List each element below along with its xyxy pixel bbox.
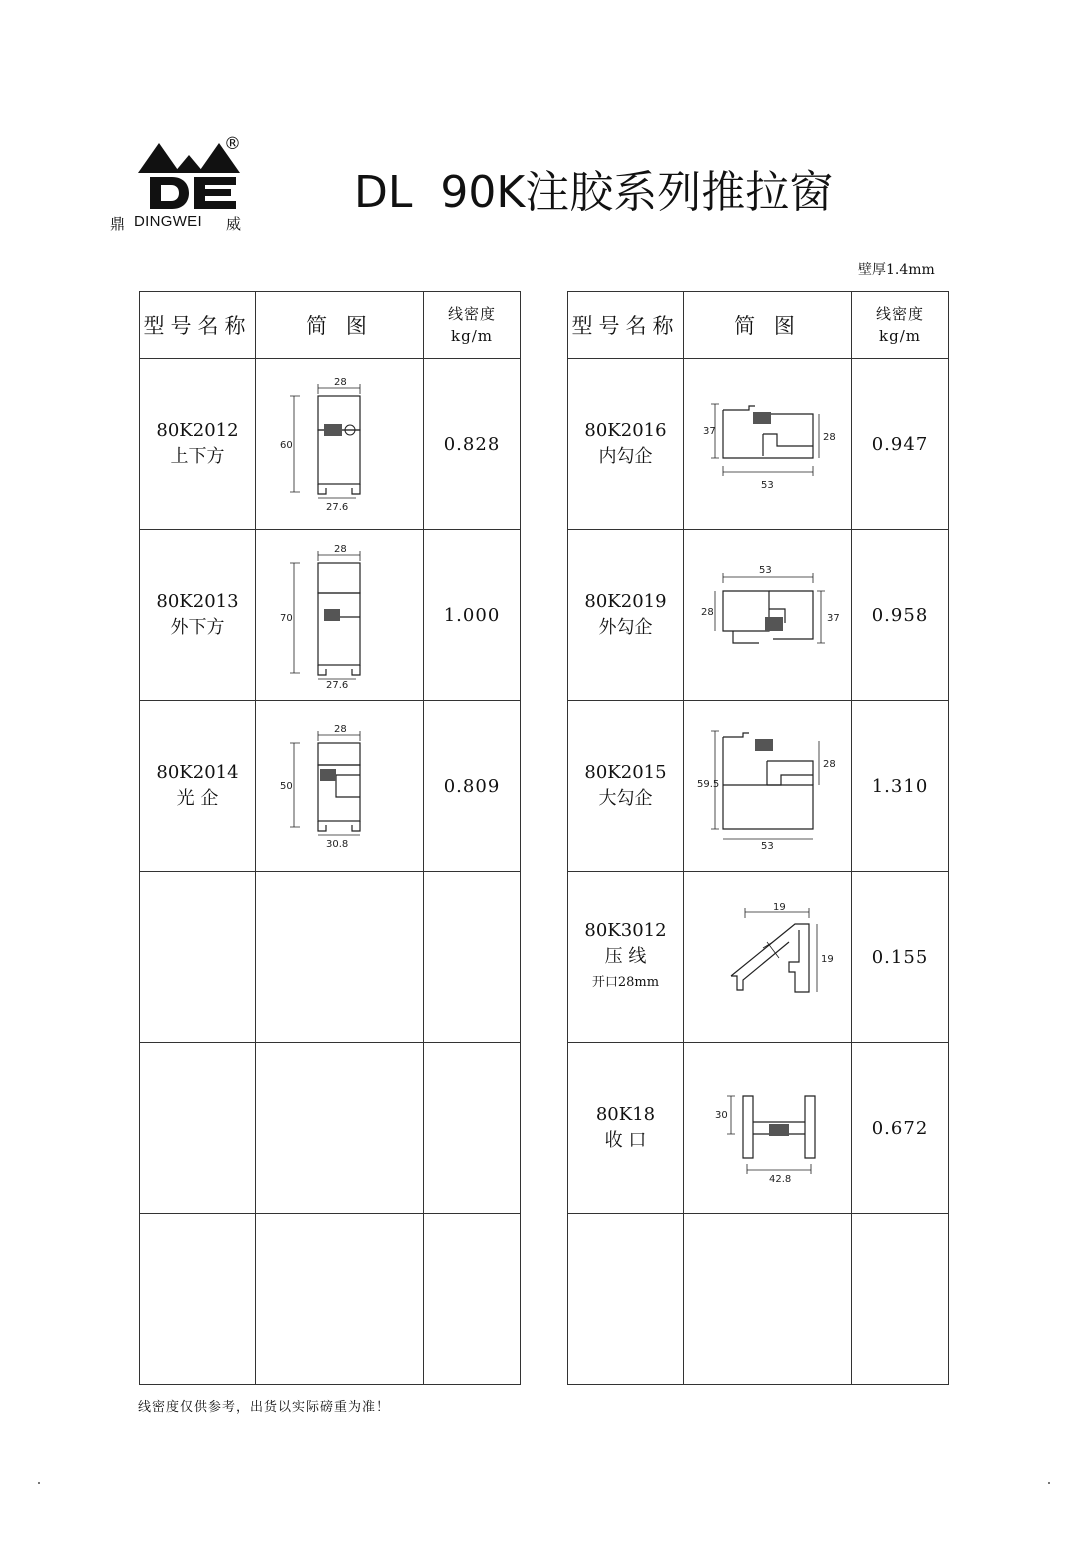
density-value: 0.947 bbox=[852, 359, 949, 530]
model-desc: 压 线 bbox=[604, 946, 647, 967]
sketch-cell bbox=[256, 359, 424, 530]
model-code: 80K2016 bbox=[584, 420, 667, 441]
scan-mark bbox=[38, 1482, 40, 1484]
profile-sketch-80K2013 bbox=[280, 541, 400, 689]
dim-height-left: 59.5 bbox=[696, 779, 719, 790]
density-value: 0.828 bbox=[424, 359, 521, 530]
model-code: 80K3012 bbox=[584, 920, 667, 941]
model-code: 80K2019 bbox=[584, 591, 667, 612]
scan-mark bbox=[1048, 1482, 1050, 1484]
table-row bbox=[568, 1214, 949, 1385]
model-name-cell bbox=[140, 1214, 256, 1385]
density-value: 0.809 bbox=[424, 701, 521, 872]
density-value: 0.672 bbox=[852, 1043, 949, 1214]
header-name: 型号名称 bbox=[140, 292, 256, 359]
registered-mark: ® bbox=[224, 134, 241, 154]
dim-width: 53 bbox=[760, 841, 774, 852]
dim-height: 50 bbox=[279, 781, 293, 792]
sketch-cell bbox=[684, 530, 852, 701]
dim-width-top: 28 bbox=[333, 377, 347, 388]
table-header-row bbox=[140, 292, 521, 359]
footnote: 线密度仅供参考，出货以实际磅重为准！ bbox=[138, 1400, 391, 1415]
sketch-cell bbox=[256, 530, 424, 701]
model-desc: 收 口 bbox=[604, 1130, 647, 1151]
sketch-cell bbox=[256, 1043, 424, 1214]
dim-width-bottom: 27.6 bbox=[325, 502, 348, 513]
dim-height: 70 bbox=[279, 613, 293, 624]
dim-height: 19 bbox=[820, 954, 834, 965]
table-row bbox=[568, 530, 949, 701]
sketch-cell bbox=[684, 1043, 852, 1214]
dim-height-right: 28 bbox=[822, 432, 836, 443]
model-name-cell bbox=[140, 530, 256, 701]
sketch-cell bbox=[684, 359, 852, 530]
dim-height-left: 28 bbox=[700, 607, 714, 618]
page-title: DL 90K注胶系列推拉窗 bbox=[354, 167, 834, 218]
model-desc: 大勾企 bbox=[598, 788, 653, 809]
model-code: 80K2013 bbox=[156, 591, 239, 612]
density-value bbox=[424, 1043, 521, 1214]
model-note: 开口28mm bbox=[591, 975, 660, 990]
table-row bbox=[568, 701, 949, 872]
dim-height-left: 37 bbox=[702, 426, 716, 437]
header-density bbox=[852, 292, 949, 359]
model-name-cell bbox=[568, 1214, 684, 1385]
dim-height: 60 bbox=[279, 440, 293, 451]
dim-width: 53 bbox=[758, 565, 772, 576]
model-desc: 外勾企 bbox=[598, 617, 653, 638]
profile-sketch-80K2015 bbox=[693, 721, 843, 851]
profile-sketch-80K3012 bbox=[693, 902, 843, 1012]
model-name-cell bbox=[568, 359, 684, 530]
dim-width-bottom: 30.8 bbox=[325, 839, 348, 850]
dim-width-bottom: 27.6 bbox=[325, 680, 348, 691]
model-name-cell bbox=[568, 701, 684, 872]
table-row bbox=[140, 530, 521, 701]
table-row bbox=[140, 872, 521, 1043]
header-sketch: 简 图 bbox=[684, 292, 852, 359]
header-sketch: 简 图 bbox=[256, 292, 424, 359]
dim-width-top: 28 bbox=[333, 724, 347, 735]
header-density-label: 线密度 bbox=[447, 305, 496, 323]
model-name-cell bbox=[140, 701, 256, 872]
model-code: 80K2012 bbox=[156, 420, 239, 441]
brand-logo bbox=[108, 133, 258, 238]
sketch-cell bbox=[256, 872, 424, 1043]
dim-height-right: 37 bbox=[826, 613, 840, 624]
table-header-row bbox=[568, 292, 949, 359]
sketch-cell bbox=[256, 701, 424, 872]
density-value bbox=[424, 1214, 521, 1385]
right-profile-table bbox=[567, 291, 949, 1385]
model-desc: 上下方 bbox=[170, 446, 225, 467]
table-row bbox=[568, 359, 949, 530]
dim-width: 53 bbox=[760, 480, 774, 491]
model-code: 80K18 bbox=[595, 1104, 656, 1125]
header-density-label: 线密度 bbox=[875, 305, 924, 323]
model-name-cell bbox=[568, 1043, 684, 1214]
logo-cn-left: 鼎 bbox=[110, 215, 126, 233]
header-density-unit: kg/m bbox=[879, 327, 921, 345]
profile-sketch-80K2014 bbox=[280, 721, 400, 851]
model-desc: 光 企 bbox=[176, 788, 219, 809]
dim-width: 42.8 bbox=[768, 1174, 791, 1185]
profile-sketch-80K2016 bbox=[693, 394, 843, 494]
profile-sketch-80K2012 bbox=[280, 374, 400, 514]
model-name-cell bbox=[140, 1043, 256, 1214]
dim-height: 30 bbox=[714, 1110, 728, 1121]
table-row bbox=[568, 1043, 949, 1214]
table-row bbox=[140, 1214, 521, 1385]
density-value: 1.000 bbox=[424, 530, 521, 701]
table-row bbox=[140, 1043, 521, 1214]
model-name-cell bbox=[140, 872, 256, 1043]
header-density bbox=[424, 292, 521, 359]
profile-sketch-80K2019 bbox=[693, 561, 843, 669]
sketch-cell bbox=[256, 1214, 424, 1385]
table-row bbox=[140, 701, 521, 872]
density-value: 0.155 bbox=[852, 872, 949, 1043]
sketch-cell bbox=[684, 701, 852, 872]
header-density-unit: kg/m bbox=[451, 327, 493, 345]
profile-sketch-80K18 bbox=[693, 1078, 843, 1185]
model-name-cell bbox=[568, 530, 684, 701]
model-name-cell bbox=[568, 872, 684, 1043]
density-value: 0.958 bbox=[852, 530, 949, 701]
left-profile-table bbox=[139, 291, 521, 1385]
table-row bbox=[140, 359, 521, 530]
header-name: 型号名称 bbox=[568, 292, 684, 359]
model-code: 80K2015 bbox=[584, 762, 667, 783]
dim-width: 19 bbox=[772, 902, 786, 913]
model-name-cell bbox=[140, 359, 256, 530]
density-value bbox=[852, 1214, 949, 1385]
model-code: 80K2014 bbox=[156, 762, 239, 783]
logo-cn-right: 威 bbox=[226, 215, 242, 233]
logo-en-text: DINGWEI bbox=[134, 213, 202, 230]
model-desc: 内勾企 bbox=[598, 446, 653, 467]
table-row bbox=[568, 872, 949, 1043]
sketch-cell bbox=[684, 1214, 852, 1385]
dim-width-top: 28 bbox=[333, 544, 347, 555]
density-value: 1.310 bbox=[852, 701, 949, 872]
sketch-cell bbox=[684, 872, 852, 1043]
dim-height-right: 28 bbox=[822, 759, 836, 770]
model-desc: 外下方 bbox=[170, 617, 225, 638]
density-value bbox=[424, 872, 521, 1043]
wall-thickness-note: 壁厚1.4mm bbox=[858, 262, 935, 278]
